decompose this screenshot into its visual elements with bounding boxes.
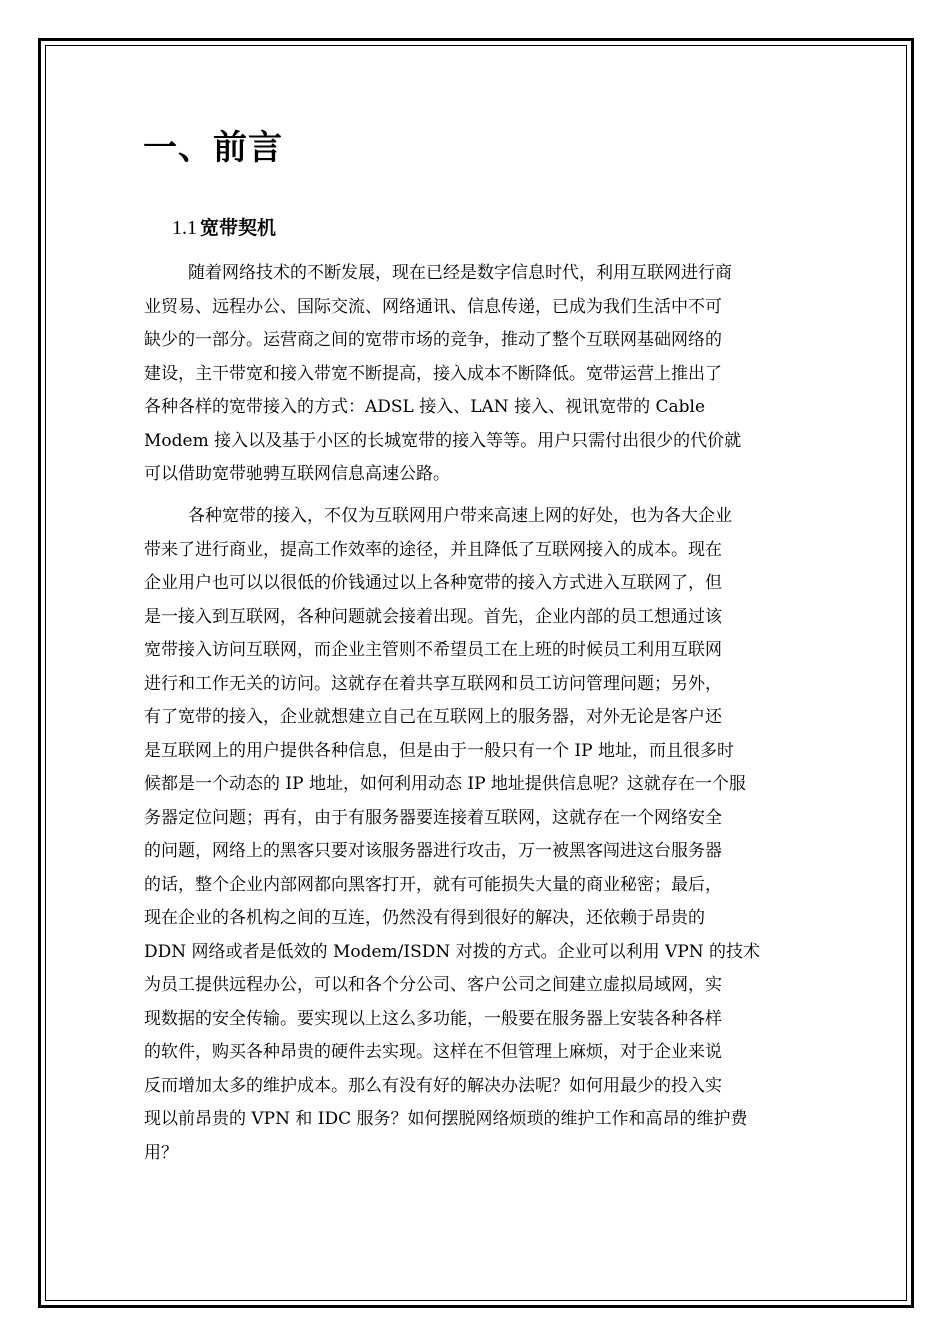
paragraph-line: 进行和工作无关的访问。这就存在着共享互联网和员工访问管理问题；另外， xyxy=(144,673,722,694)
paragraph-line: 候都是一个动态的 IP 地址，如何利用动态 IP 地址提供信息呢？这就存在一个服 xyxy=(144,774,746,794)
paragraph-line: 是互联网上的用户提供各种信息，但是由于一般只有一个 IP 地址，而且很多时 xyxy=(144,740,734,761)
paragraph-line: 带来了进行商业，提高工作效率的途径，并且降低了互联网接入的成本。现在 xyxy=(144,539,722,560)
paragraph-line: 用？ xyxy=(144,1142,178,1163)
paragraph-line: 随着网络技术的不断发展，现在已经是数字信息时代，利用互联网进行商 xyxy=(188,263,732,283)
paragraph-line: 业贸易、远程办公、国际交流、网络通讯、信息传递，已成为我们生活中不可 xyxy=(144,296,722,317)
paragraph-line: 建设，主干带宽和接入带宽不断提高，接入成本不断降低。宽带运营上推出了 xyxy=(144,363,722,384)
section-number: 1.1 xyxy=(172,217,197,239)
paragraph-line: 各种各样的宽带接入的方式：ADSL 接入、LAN 接入、视讯宽带的 Cable xyxy=(144,397,706,417)
paragraph-line: 有了宽带的接入，企业就想建立自己在互联网上的服务器，对外无论是客户还 xyxy=(144,707,722,727)
paragraph-line: 的问题，网络上的黑客只要对该服务器进行攻击，万一被黑客闯进这台服务器 xyxy=(144,841,722,861)
paragraph-line: 缺少的一部分。运营商之间的宽带市场的竞争，推动了整个互联网基础网络的 xyxy=(144,330,722,350)
paragraph-line: 宽带接入访问互联网，而企业主管则不希望员工在上班的时候员工利用互联网 xyxy=(144,640,722,660)
paragraph-line: 现以前昂贵的 VPN 和 IDC 服务？如何摆脱网络烦琐的维护工作和高昂的维护费 xyxy=(144,1109,748,1129)
section-title: 宽带契机 xyxy=(200,217,277,239)
paragraph-line: 为员工提供远程办公，可以和各个分公司、客户公司之间建立虚拟局域网，实 xyxy=(144,975,722,995)
paragraph-line: 反而增加太多的维护成本。那么有没有好的解决办法呢？如何用最少的投入实 xyxy=(144,1075,722,1096)
paragraph-line: 企业用户也可以以很低的价钱通过以上各种宽带的接入方式进入互联网了，但 xyxy=(144,573,722,593)
paragraph-line: 是一接入到互联网，各种问题就会接着出现。首先，企业内部的员工想通过该 xyxy=(144,606,722,627)
paragraph-enterprise-problems xyxy=(144,500,808,1170)
paragraph-line: 各种宽带的接入，不仅为互联网用户带来高速上网的好处，也为各大企业 xyxy=(188,506,732,526)
paragraph-line: DDN 网络或者是低效的 Modem/ISDN 对拨的方式。企业可以利用 VPN 的技术 xyxy=(144,941,761,962)
paragraph-line: 可以借助宽带驰骋互联网信息高速公路。 xyxy=(144,464,450,484)
chapter-title: 一、前言 xyxy=(143,128,283,168)
section-heading xyxy=(172,214,276,242)
paragraph-line: 的话，整个企业内部网都向黑客打开，就有可能损失大量的商业秘密；最后， xyxy=(144,874,722,895)
paragraph-line: 现在企业的各机构之间的互连，仍然没有得到很好的解决，还依赖于昂贵的 xyxy=(144,908,705,928)
paragraph-line: 务器定位问题；再有，由于有服务器要连接着互联网，这就存在一个网络安全 xyxy=(144,807,722,828)
paragraph-line: Modem 接入以及基于小区的长城宽带的接入等等。用户只需付出很少的代价就 xyxy=(144,430,742,451)
paragraph-broadband-growth xyxy=(144,257,808,492)
paragraph-line: 现数据的安全传输。要实现以上这么多功能，一般要在服务器上安装各种各样 xyxy=(144,1008,722,1029)
paragraph-line: 的软件，购买各种昂贵的硬件去实现。这样在不但管理上麻烦，对于企业来说 xyxy=(144,1042,722,1062)
